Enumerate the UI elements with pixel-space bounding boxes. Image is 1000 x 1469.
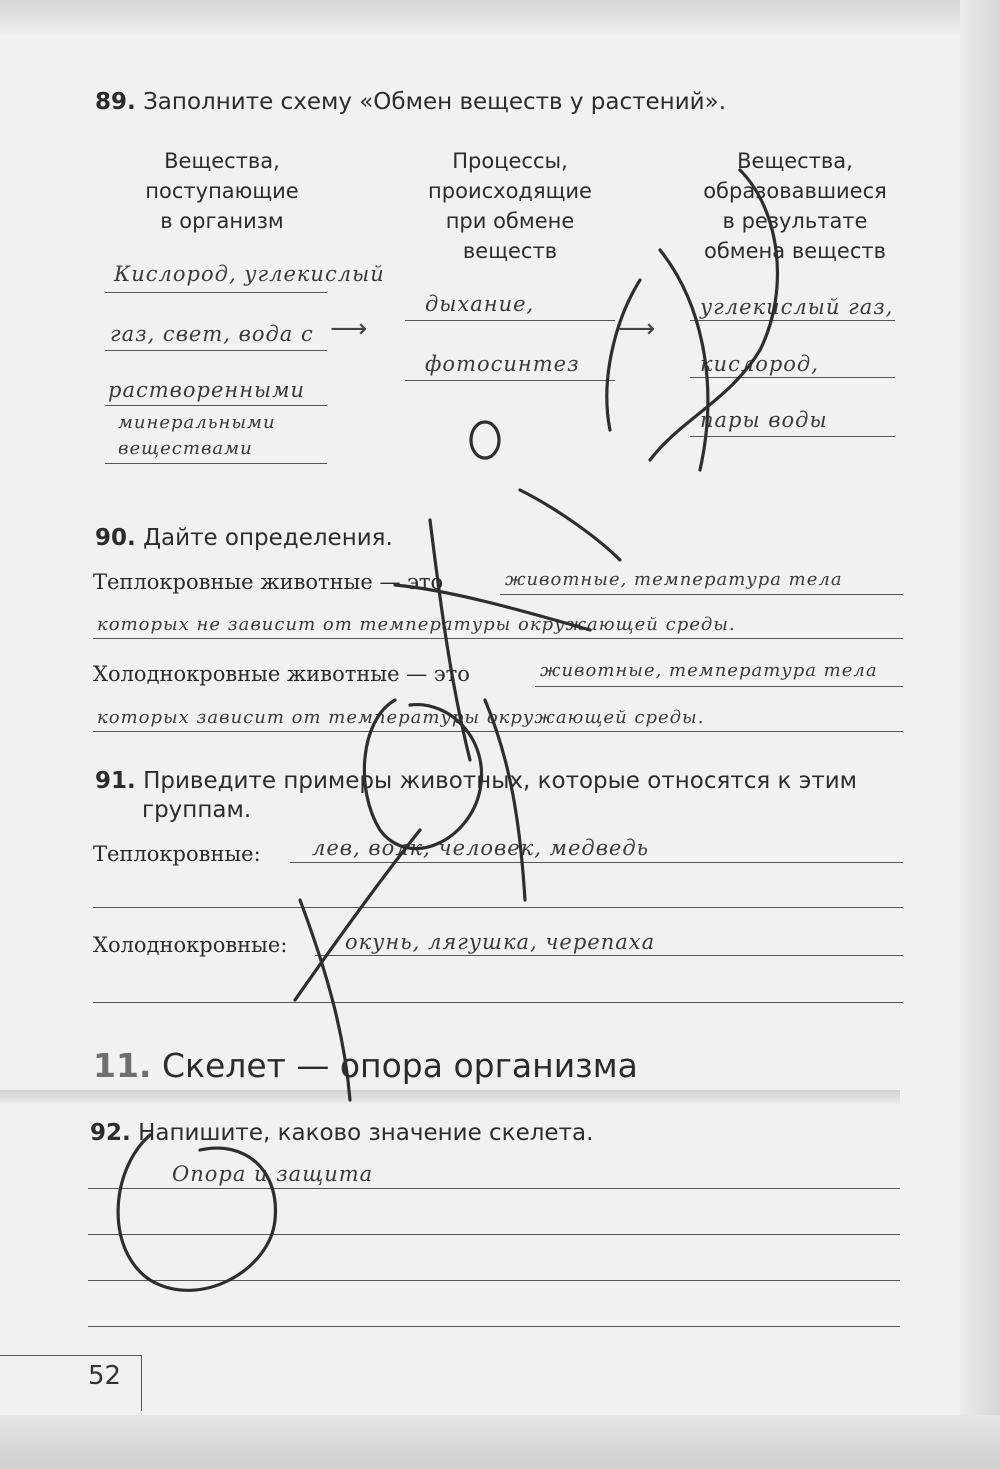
pencil-stroke (471, 422, 499, 458)
header-line: Вещества, (737, 149, 853, 173)
chapter-number: 11. (93, 1046, 152, 1085)
task-text-line-1: Приведите примеры животных, которые относятся к этим (143, 768, 858, 794)
pencil-stroke (660, 250, 708, 470)
header-line: при обмене (445, 209, 575, 233)
pencil-stroke (520, 490, 620, 560)
task-text-line-2: группам. (142, 797, 252, 823)
answer-skeleton-role: Опора и защита (172, 1162, 374, 1186)
task-text: Дайте определения. (143, 525, 393, 551)
examples-label-warm: Теплокровные: (93, 842, 261, 866)
definition-answer-warm-1: животные, температура тела (505, 569, 843, 590)
task-number: 89. (95, 89, 136, 115)
definition-answer-cold-2: которых зависит от температуры окружающей среды. (97, 707, 705, 728)
pencil-stroke (650, 170, 777, 460)
header-line: Вещества, (164, 149, 280, 173)
definition-answer-cold-1: животные, температура тела (540, 660, 878, 681)
pencil-stroke (364, 700, 481, 849)
task-number: 92. (90, 1120, 131, 1146)
header-line: в результате (722, 209, 868, 233)
answer-process-2: фотосинтез (425, 352, 580, 376)
pencil-stroke (395, 585, 590, 630)
task-text: Напишите, каково значение скелета. (138, 1120, 594, 1146)
answer-incoming-5: веществами (118, 438, 253, 459)
header-line: происходящие (428, 179, 592, 203)
header-line: обмена веществ (704, 239, 886, 263)
header-line: Процессы, (452, 149, 568, 173)
definition-answer-warm-2: которых не зависит от температуры окружающей среды. (97, 614, 736, 635)
pencil-stroke (607, 280, 640, 430)
task-number: 91. (95, 768, 136, 794)
examples-label-cold: Холоднокровные: (93, 933, 288, 957)
page-number: 52 (88, 1361, 122, 1391)
answer-product-3: пары воды (700, 408, 828, 432)
answer-incoming-1: Кислород, углекислый (114, 262, 385, 286)
definition-label-warm: Теплокровные животные — это (93, 570, 444, 594)
pencil-stroke (118, 1135, 275, 1290)
header-line: в организм (160, 209, 284, 233)
pencil-stroke (295, 830, 420, 1000)
pencil-stroke (485, 700, 525, 900)
answer-process-1: дыхание, (425, 292, 535, 316)
pencil-stroke (430, 520, 470, 760)
answer-product-2: кислород, (700, 352, 819, 376)
examples-answer-warm: лев, волк, человек, медведь (312, 836, 650, 860)
header-line: образовавшиеся (703, 179, 887, 203)
task-text: Заполните схему «Обмен веществ у растений». (143, 89, 727, 115)
chapter-title: Скелет — опора организма (161, 1046, 638, 1085)
answer-incoming-3: растворенными (108, 378, 306, 402)
arrow-right-icon: ⟶ (618, 314, 656, 344)
answer-incoming-2: газ, свет, вода с (110, 322, 314, 346)
answer-product-1: углекислый газ, (700, 295, 894, 319)
header-line: поступающие (145, 179, 299, 203)
arrow-right-icon: ⟶ (330, 314, 368, 344)
task-number: 90. (95, 525, 136, 551)
pencil-stroke (300, 900, 350, 1100)
examples-answer-cold: окунь, лягушка, черепаха (345, 930, 656, 954)
answer-incoming-4: минеральными (118, 412, 276, 433)
definition-label-cold: Холоднокровные животные — это (93, 662, 470, 686)
header-line: веществ (462, 239, 558, 263)
